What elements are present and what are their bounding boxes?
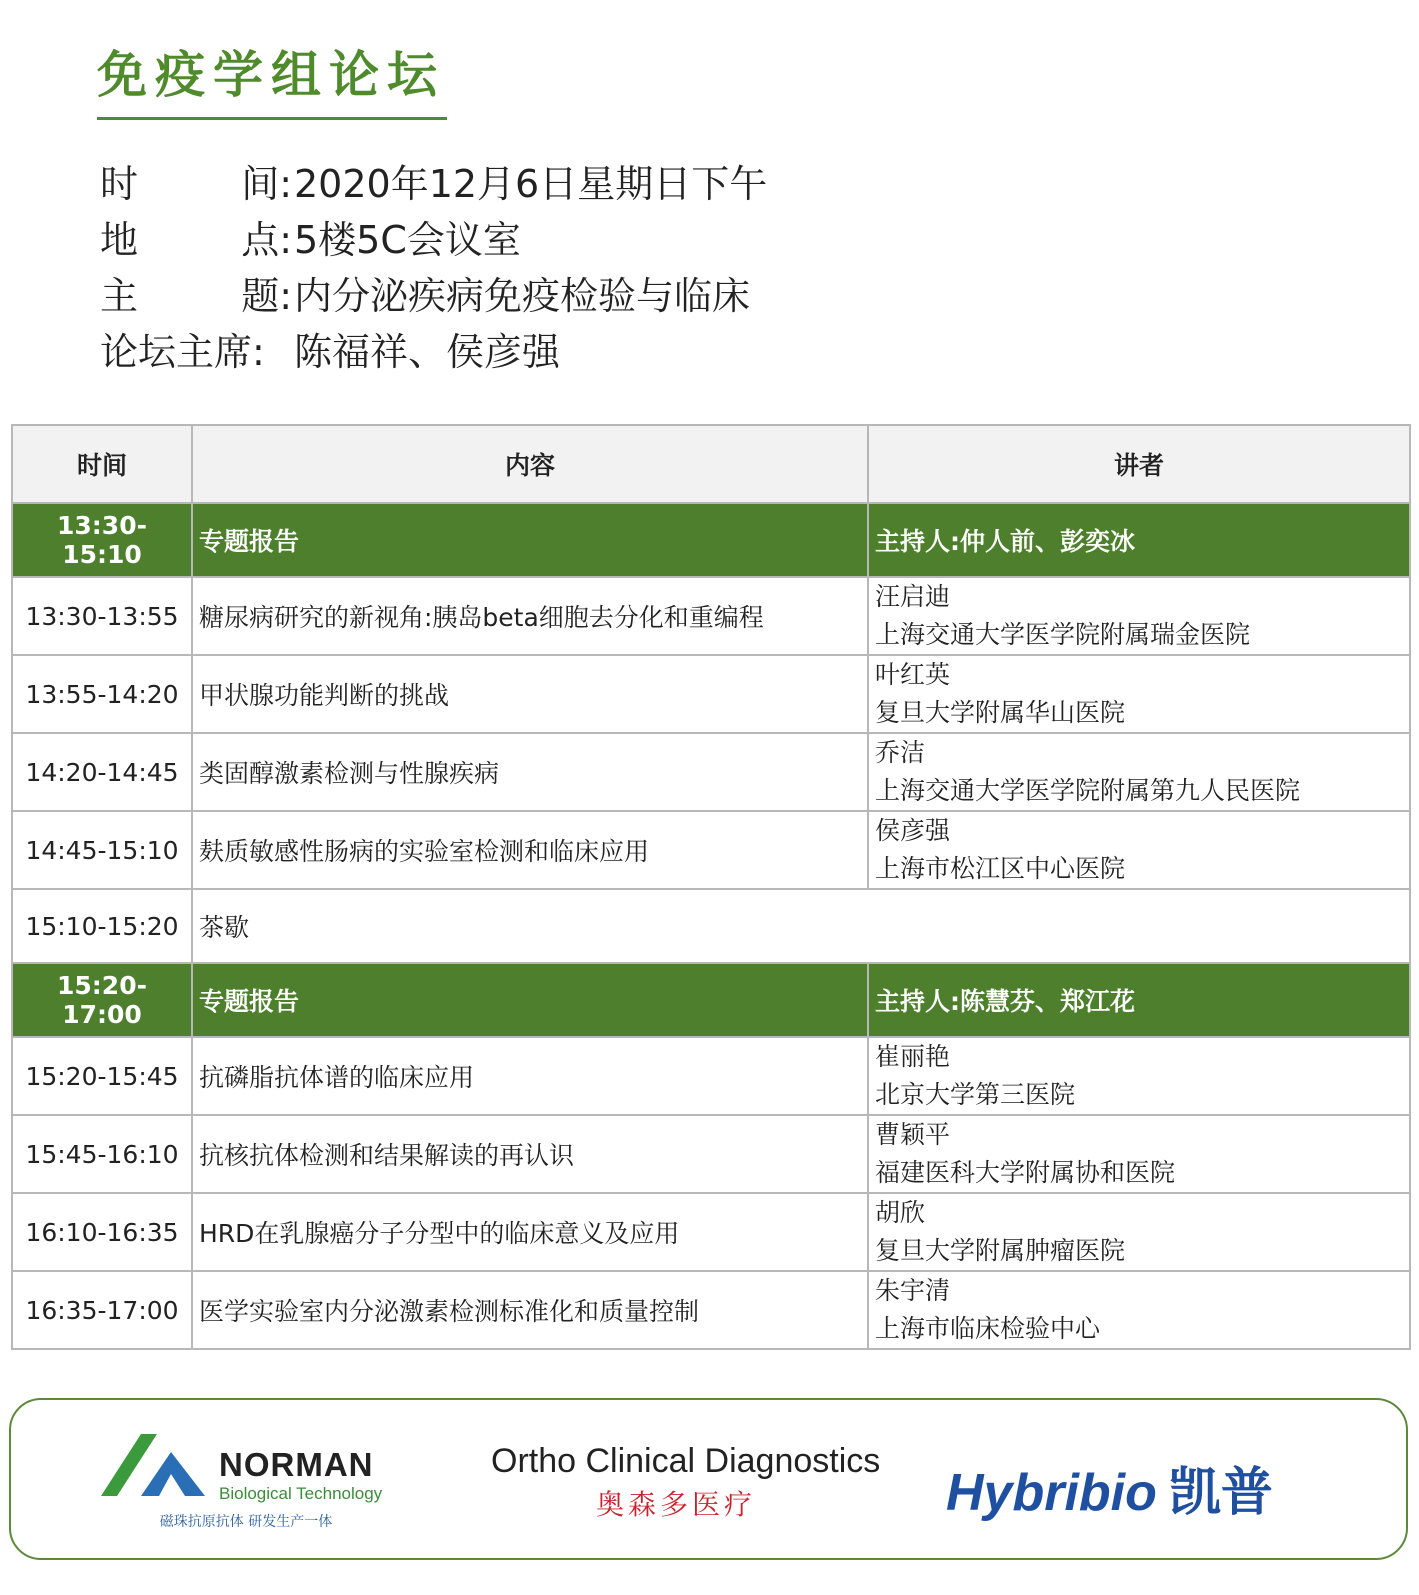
- row-time: 16:10-16:35: [12, 1193, 192, 1271]
- row-content: 医学实验室内分泌激素检测标准化和质量控制: [192, 1271, 868, 1349]
- speaker-org: 上海交通大学医学院附属瑞金医院: [875, 620, 1251, 649]
- page-title: 免疫学组论坛: [97, 46, 445, 104]
- speaker-name: 乔洁: [875, 738, 926, 767]
- info-value-chairs: 陈福祥、侯彦强: [294, 329, 561, 374]
- speaker-name: 朱宇清: [875, 1276, 951, 1305]
- info-value-location: 5楼5C会议室: [294, 217, 521, 262]
- row-speaker: [868, 1193, 1410, 1271]
- title-underline: [97, 117, 447, 120]
- row-content: 类固醇激素检测与性腺疾病: [192, 733, 868, 811]
- row-content: 抗磷脂抗体谱的临床应用: [192, 1037, 868, 1115]
- row-content: HRD在乳腺癌分子分型中的临床意义及应用: [192, 1193, 868, 1271]
- row-time: 16:35-17:00: [12, 1271, 192, 1349]
- table-row: [12, 1037, 1410, 1115]
- info-label-part: 间:: [241, 161, 292, 206]
- info-label-part: 地: [100, 217, 139, 262]
- speaker-org: 复旦大学附属华山医院: [875, 698, 1126, 727]
- speaker-name: 侯彦强: [875, 816, 951, 845]
- row-time: 15:20-15:45: [12, 1037, 192, 1115]
- row-speaker: [868, 811, 1410, 889]
- speaker-org: 上海交通大学医学院附属第九人民医院: [875, 776, 1301, 805]
- forum-info: [100, 152, 767, 376]
- info-label-part: 主: [100, 273, 139, 318]
- row-host: 主持人:仲人前、彭奕冰: [868, 503, 1410, 577]
- row-speaker: [868, 1115, 1410, 1193]
- row-speaker: [868, 655, 1410, 733]
- speaker-org: 北京大学第三医院: [875, 1080, 1076, 1109]
- row-speaker: [868, 577, 1410, 655]
- norman-mountain-icon: [101, 1426, 213, 1502]
- row-speaker: [868, 1271, 1410, 1349]
- row-time: 13:55-14:20: [12, 655, 192, 733]
- row-time: 14:20-14:45: [12, 733, 192, 811]
- row-time: 13:30-15:10: [12, 503, 192, 577]
- speaker-name: 叶红英: [875, 660, 951, 689]
- table-header-row: [12, 425, 1410, 503]
- speaker-org: 上海市松江区中心医院: [875, 854, 1126, 883]
- info-label: [100, 209, 292, 264]
- norman-subtitle: Biological Technology: [219, 1484, 383, 1503]
- info-label-part: 点:: [241, 217, 292, 262]
- info-row-time: [100, 152, 767, 208]
- speaker-org: 福建医科大学附属协和医院: [875, 1158, 1176, 1187]
- table-row: [12, 811, 1410, 889]
- row-time: 14:45-15:10: [12, 811, 192, 889]
- row-content: 茶歇: [192, 889, 1410, 963]
- info-label: [100, 321, 292, 376]
- info-row-chairs: [100, 320, 767, 376]
- speaker-org: 上海市临床检验中心: [875, 1314, 1101, 1343]
- row-time: 13:30-13:55: [12, 577, 192, 655]
- table-row: [12, 655, 1410, 733]
- row-content: 麸质敏感性肠病的实验室检测和临床应用: [192, 811, 868, 889]
- speaker-name: 崔丽艳: [875, 1042, 951, 1071]
- row-speaker: [868, 1037, 1410, 1115]
- header-content: 内容: [192, 425, 868, 503]
- row-host: 主持人:陈慧芬、郑江花: [868, 963, 1410, 1037]
- table-row: [12, 1271, 1410, 1349]
- sponsor-panel: [9, 1398, 1408, 1560]
- section-row: [12, 963, 1410, 1037]
- norman-name: NORMAN: [219, 1446, 374, 1483]
- row-content: 甲状腺功能判断的挑战: [192, 655, 868, 733]
- speaker-org: 复旦大学附属肿瘤医院: [875, 1236, 1126, 1265]
- table-row: [12, 1193, 1410, 1271]
- ortho-name-en: Ortho Clinical Diagnostics: [491, 1442, 881, 1480]
- info-value-time: 2020年12月6日星期日下午: [294, 161, 768, 206]
- info-row-topic: [100, 264, 767, 320]
- hybribio-logo: [946, 1450, 1273, 1525]
- row-time: 15:10-15:20: [12, 889, 192, 963]
- ortho-logo: [491, 1442, 881, 1523]
- ortho-name-cn: 奥森多医疗: [595, 1488, 756, 1521]
- hybribio-name-en: Hybribio: [946, 1464, 1157, 1522]
- row-speaker: [868, 733, 1410, 811]
- schedule-table: [11, 424, 1411, 1350]
- table-row: [12, 733, 1410, 811]
- row-time: 15:20-17:00: [12, 963, 192, 1037]
- info-label-part: 论坛主席:: [100, 329, 265, 374]
- speaker-name: 汪启迪: [875, 582, 951, 611]
- speaker-name: 曹颖平: [875, 1120, 951, 1149]
- section-row: [12, 503, 1410, 577]
- row-content: 专题报告: [192, 503, 868, 577]
- norman-logo: [101, 1426, 391, 1536]
- table-row: [12, 1115, 1410, 1193]
- info-label-part: 时: [100, 161, 139, 206]
- table-row-break: [12, 889, 1410, 963]
- speaker-name: 胡欣: [875, 1198, 926, 1227]
- header-speaker: 讲者: [868, 425, 1410, 503]
- header-time: 时间: [12, 425, 192, 503]
- table-row: [12, 577, 1410, 655]
- info-label: [100, 153, 292, 208]
- row-content: 抗核抗体检测和结果解读的再认识: [192, 1115, 868, 1193]
- hybribio-name-cn: 凯普: [1168, 1463, 1273, 1523]
- row-content: 专题报告: [192, 963, 868, 1037]
- info-value-topic: 内分泌疾病免疫检验与临床: [294, 273, 751, 318]
- norman-tagline: 磁珠抗原抗体 研发生产一体: [159, 1514, 333, 1530]
- info-row-location: [100, 208, 767, 264]
- info-label-part: 题:: [241, 273, 292, 318]
- row-content: 糖尿病研究的新视角:胰岛beta细胞去分化和重编程: [192, 577, 868, 655]
- row-time: 15:45-16:10: [12, 1115, 192, 1193]
- info-label: [100, 265, 292, 320]
